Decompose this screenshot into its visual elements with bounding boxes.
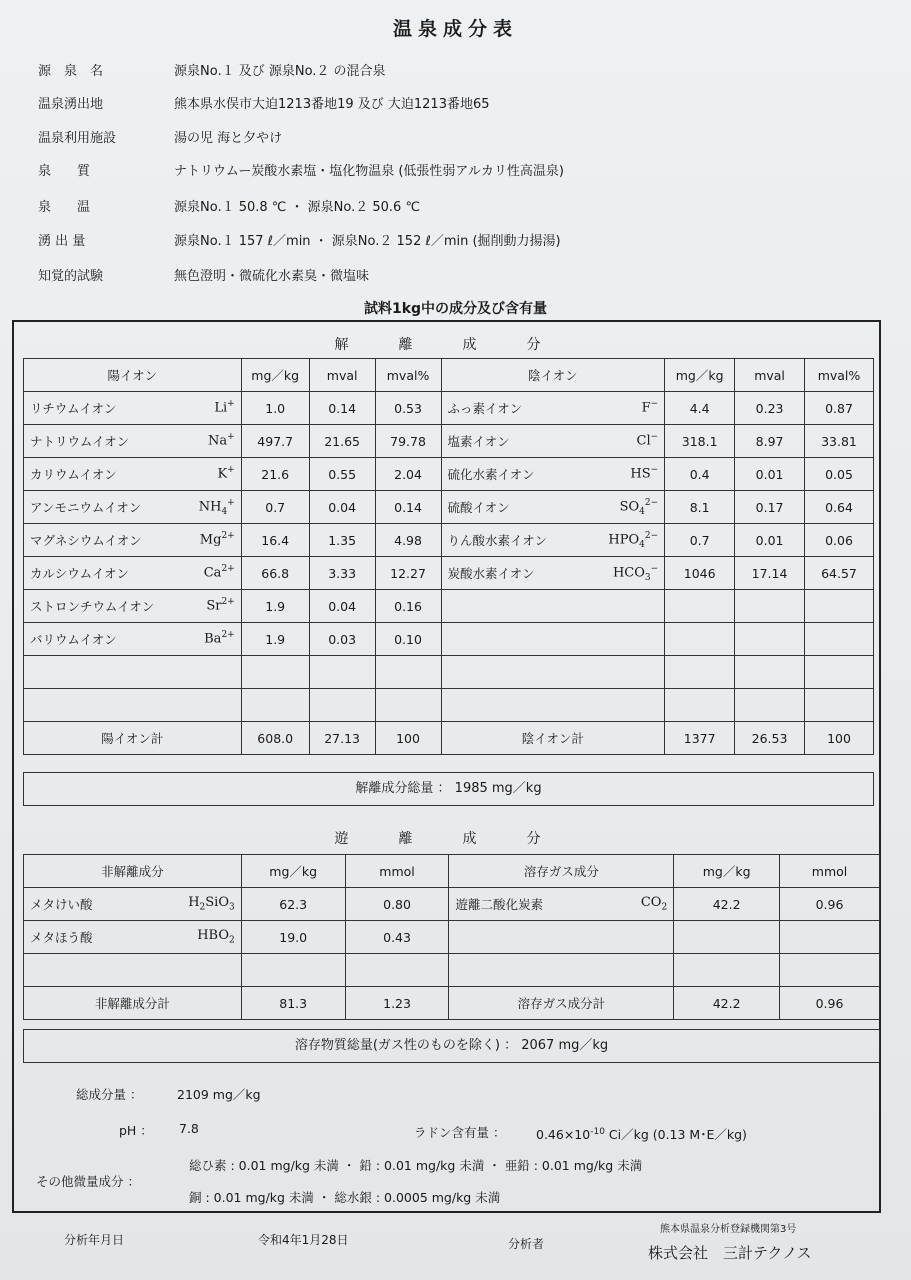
date-label: 分析年月日	[64, 1233, 125, 1247]
formula-base: SO	[619, 498, 640, 514]
info-label: 温泉利用施設	[38, 131, 117, 146]
ion-total-row	[24, 722, 874, 755]
gas-total-mg: 42.2	[674, 987, 780, 1020]
cation-name-cell	[24, 656, 242, 689]
anion-pct	[805, 590, 874, 623]
anion-name-cell	[441, 656, 665, 689]
cation-formula	[214, 399, 234, 418]
nondiss-mmol	[345, 954, 449, 987]
cation-mg: 1.9	[241, 590, 309, 623]
gas-mmol	[780, 954, 880, 987]
formula-subscript: 4	[221, 506, 228, 517]
formula-base: Na	[208, 432, 228, 448]
nondiss-header-mg: mg／kg	[241, 855, 345, 888]
gas-mmol	[780, 921, 880, 954]
cation-pct	[375, 656, 441, 689]
nondiss-mmol: 0.43	[345, 921, 449, 954]
free-row	[24, 954, 880, 987]
registration-number: 熊本県温泉分析登録機関第3号	[660, 1224, 797, 1235]
cation-formula	[200, 531, 235, 550]
dissociated-table	[23, 358, 874, 755]
nondiss-header: 非解離成分	[24, 855, 242, 888]
nondiss-total-label: 非解離成分計	[24, 987, 242, 1020]
anion-header-mval: mval	[735, 359, 805, 392]
formula-base: HPO	[608, 531, 640, 547]
formula-base: HBO	[197, 928, 230, 944]
info-label: 湧 出 量	[38, 234, 86, 249]
gas-total-mmol: 0.96	[780, 987, 880, 1020]
formula-charge: 2+	[221, 563, 235, 574]
cation-mval: 0.14	[309, 392, 375, 425]
cation-mg: 21.6	[241, 458, 309, 491]
formula-subscript: 2	[661, 902, 668, 913]
ion-row	[24, 623, 874, 656]
formula-base: Sr	[206, 597, 222, 613]
nondiss-total-mg: 81.3	[241, 987, 345, 1020]
cation-name: リチウムイオン	[30, 400, 117, 416]
formula-base: K	[217, 465, 228, 481]
cation-name-cell	[24, 425, 242, 458]
formula-subscript: 3	[644, 572, 651, 583]
anion-total-label: 陰イオン計	[441, 722, 665, 755]
anion-name-cell	[441, 557, 665, 590]
formula-charge: +	[227, 431, 235, 442]
cation-total-label: 陽イオン計	[24, 722, 242, 755]
cation-name-cell	[24, 557, 242, 590]
formula-subscript: 3	[229, 902, 235, 913]
ion-row	[24, 458, 874, 491]
cation-name-cell	[24, 491, 242, 524]
anion-mg	[665, 590, 735, 623]
formula-base: Ba	[204, 630, 222, 646]
cation-pct	[375, 689, 441, 722]
anion-formula	[642, 399, 659, 418]
anion-mg: 0.7	[665, 524, 735, 557]
cation-mval: 21.65	[309, 425, 375, 458]
anion-name-cell	[441, 689, 665, 722]
formula-base: F	[641, 399, 651, 415]
formula-base: Li	[214, 399, 228, 415]
nondiss-name: メタほう酸	[30, 930, 93, 945]
radon-unit: Ci／kg (0.13 M･E／kg)	[604, 1127, 747, 1142]
free-row	[24, 921, 880, 954]
gas-mg	[674, 954, 780, 987]
cation-name: アンモニウムイオン	[30, 499, 142, 515]
nondiss-formula	[197, 928, 235, 946]
cation-name: ナトリウムイオン	[30, 433, 130, 449]
cation-formula	[199, 498, 235, 517]
anion-formula	[637, 432, 659, 451]
formula-charge: +	[227, 464, 235, 475]
cation-formula	[206, 597, 234, 616]
cation-header-mval: mval	[309, 359, 375, 392]
free-header-row	[24, 855, 880, 888]
cation-name-cell	[24, 590, 242, 623]
radon-mantissa: 0.46×10	[536, 1127, 591, 1142]
formula-charge: 2−	[644, 530, 659, 541]
cation-pct: 0.14	[375, 491, 441, 524]
info-value: 源泉No.１ 157 ℓ／min ・ 源泉No.２ 152 ℓ／min (掘削動力揚湯)	[174, 234, 561, 249]
anion-name-cell	[441, 491, 665, 524]
anion-mval	[735, 656, 805, 689]
cation-header: 陽イオン	[24, 359, 242, 392]
anion-mg: 0.4	[665, 458, 735, 491]
cation-mg	[241, 656, 309, 689]
anion-name: ふっ素イオン	[447, 400, 523, 416]
cation-name-cell	[24, 524, 242, 557]
ion-row	[24, 689, 874, 722]
cation-formula	[217, 465, 234, 484]
info-value: 源泉No.１ 及び 源泉No.２ の混合泉	[174, 64, 386, 79]
info-label: 泉 質	[38, 164, 91, 179]
anion-mg	[665, 689, 735, 722]
anion-mg	[665, 656, 735, 689]
anion-formula	[608, 531, 658, 550]
gas-header-mmol: mmol	[780, 855, 880, 888]
cation-mg: 16.4	[241, 524, 309, 557]
cation-header-pct: mval%	[375, 359, 441, 392]
cation-mval	[309, 689, 375, 722]
formula-charge: 2+	[221, 629, 235, 640]
cation-mval: 0.04	[309, 590, 375, 623]
anion-pct: 0.64	[805, 491, 874, 524]
free-row	[24, 888, 880, 921]
cation-mg: 0.7	[241, 491, 309, 524]
formula-base: Ca	[203, 564, 222, 580]
formula-subscript: 2	[229, 935, 235, 946]
formula-charge: −	[650, 398, 659, 409]
formula-charge: −	[650, 431, 659, 442]
info-value: 源泉No.１ 50.8 ℃ ・ 源泉No.２ 50.6 ℃	[174, 200, 421, 215]
formula-charge: +	[227, 497, 235, 508]
gas-name-cell	[449, 888, 674, 921]
nondiss-name-cell	[24, 954, 242, 987]
nondiss-name-cell	[24, 921, 242, 954]
cation-name: カリウムイオン	[30, 466, 117, 482]
gas-formula	[641, 895, 667, 913]
anion-mval: 8.97	[735, 425, 805, 458]
info-label: 源 泉 名	[38, 64, 104, 79]
anion-name: りん酸水素イオン	[447, 532, 548, 548]
ion-row	[24, 425, 874, 458]
cation-name: バリウムイオン	[30, 631, 117, 647]
info-value: ナトリウムー炭酸水素塩・塩化物温泉 (低張性弱アルカリ性高温泉)	[174, 164, 564, 179]
cation-name-cell	[24, 458, 242, 491]
cation-name-cell	[24, 689, 242, 722]
anion-mg	[665, 623, 735, 656]
anion-name: 硫酸イオン	[447, 499, 510, 515]
cation-pct: 12.27	[375, 557, 441, 590]
radon-value	[536, 1125, 747, 1143]
anion-pct	[805, 656, 874, 689]
gas-name-cell	[449, 954, 674, 987]
formula-base: Mg	[199, 531, 222, 547]
trace-line-2: 銅 : 0.01 mg/kg 未満 ・ 総水銀 : 0.0005 mg/kg 未満	[189, 1190, 501, 1205]
cation-mg: 66.8	[241, 557, 309, 590]
anion-pct: 0.05	[805, 458, 874, 491]
anion-mval: 0.23	[735, 392, 805, 425]
free-total-row	[24, 987, 880, 1020]
formula-base: CO	[640, 895, 662, 911]
free-table	[23, 854, 880, 1020]
cation-mval: 3.33	[309, 557, 375, 590]
info-value: 湯の児 海と夕やけ	[174, 131, 283, 146]
anion-mval: 17.14	[735, 557, 805, 590]
cation-name: カルシウムイオン	[30, 565, 129, 581]
gas-mg	[674, 921, 780, 954]
anion-name-cell	[441, 392, 665, 425]
anion-pct	[805, 689, 874, 722]
formula-subscript: 4	[639, 539, 645, 550]
anion-total-mg: 1377	[665, 722, 735, 755]
total-label: 総成分量 ：	[76, 1087, 143, 1102]
anion-name-cell	[441, 425, 665, 458]
info-label: 泉 温	[38, 200, 91, 215]
formula-base: HS	[630, 465, 651, 481]
radon-label: ラドン含有量 ：	[414, 1125, 506, 1140]
anion-mg: 1046	[665, 557, 735, 590]
info-label: 温泉湧出地	[38, 97, 104, 112]
cation-name: マグネシウムイオン	[30, 532, 142, 548]
anion-name-cell	[441, 524, 665, 557]
cation-mg: 497.7	[241, 425, 309, 458]
trace-line-1: 総ひ素 : 0.01 mg/kg 未満 ・ 鉛 : 0.01 mg/kg 未満 ・ 亜鉛 : 0.01 mg/kg 未満	[189, 1158, 643, 1173]
formula-base: SiO	[205, 895, 230, 911]
gas-header-mg: mg／kg	[674, 855, 780, 888]
nondiss-formula	[188, 895, 235, 913]
ph-value: 7.8	[179, 1121, 199, 1136]
anion-header-mg: mg／kg	[665, 359, 735, 392]
ion-row	[24, 656, 874, 689]
company-name: 株式会社 三計テクノス	[648, 1244, 812, 1262]
anion-total-pct: 100	[805, 722, 874, 755]
formula-base: NH	[198, 498, 222, 514]
formula-charge: −	[650, 563, 659, 574]
cation-name: ストロンチウムイオン	[30, 598, 155, 614]
gas-mmol: 0.96	[780, 888, 880, 921]
dissolved-sum: 溶存物質総量(ガス性のものを除く) ： 2067 mg／kg	[23, 1029, 880, 1063]
analysis-frame	[12, 320, 881, 1213]
radon-exponent: -10	[590, 1126, 605, 1137]
info-value: 熊本県水俣市大迫1213番地19 及び 大迫1213番地65	[174, 97, 490, 112]
cation-mval: 0.03	[309, 623, 375, 656]
gas-mg: 42.2	[674, 888, 780, 921]
dissociated-sum: 解離成分総量 ： 1985 mg／kg	[23, 772, 874, 806]
total-value: 2109 mg／kg	[177, 1087, 261, 1102]
cation-pct: 2.04	[375, 458, 441, 491]
anion-mval: 0.01	[735, 458, 805, 491]
cation-pct: 0.16	[375, 590, 441, 623]
cation-formula	[204, 564, 235, 583]
anion-mg: 4.4	[665, 392, 735, 425]
cation-mval: 1.35	[309, 524, 375, 557]
formula-subscript: 4	[639, 506, 645, 517]
anion-name-cell	[441, 623, 665, 656]
ion-header-row	[24, 359, 874, 392]
formula-charge: 2+	[221, 596, 235, 607]
ph-label: pH ：	[119, 1123, 153, 1138]
anion-formula	[620, 498, 659, 517]
formula-base: H	[188, 895, 200, 911]
nondiss-header-mmol: mmol	[345, 855, 449, 888]
anion-mg: 318.1	[665, 425, 735, 458]
cation-name-cell	[24, 623, 242, 656]
cation-pct: 0.10	[375, 623, 441, 656]
ion-row	[24, 557, 874, 590]
formula-subscript: 2	[199, 902, 206, 913]
formula-charge: 2+	[221, 530, 235, 541]
cation-mg	[241, 689, 309, 722]
ion-row	[24, 524, 874, 557]
nondiss-total-mmol: 1.23	[345, 987, 449, 1020]
anion-name: 塩素イオン	[447, 433, 510, 449]
formula-base: Cl	[636, 432, 651, 448]
cation-pct: 0.53	[375, 392, 441, 425]
dissociated-section-title: 解 離 成 分	[334, 337, 559, 353]
anion-mval	[735, 689, 805, 722]
anion-header-pct: mval%	[805, 359, 874, 392]
gas-name-cell	[449, 921, 674, 954]
trace-label: その他微量成分 ：	[36, 1174, 140, 1189]
anion-name: 炭酸水素イオン	[447, 565, 535, 581]
ion-row	[24, 491, 874, 524]
info-label: 知覚的試験	[38, 269, 104, 284]
cation-total-mg: 608.0	[241, 722, 309, 755]
anion-pct: 33.81	[805, 425, 874, 458]
nondiss-mg: 62.3	[241, 888, 345, 921]
nondiss-mmol: 0.80	[345, 888, 449, 921]
anion-pct: 64.57	[805, 557, 874, 590]
free-section-title: 遊 離 成 分	[334, 831, 559, 847]
formula-charge: +	[227, 398, 235, 409]
nondiss-mg: 19.0	[241, 921, 345, 954]
date-value: 令和4年1月28日	[258, 1233, 349, 1247]
info-value: 無色澄明・微硫化水素臭・微塩味	[174, 269, 370, 284]
gas-total-label: 溶存ガス成分計	[449, 987, 674, 1020]
table-subtitle: 試料1kg中の成分及び含有量	[363, 301, 548, 317]
cation-pct: 79.78	[375, 425, 441, 458]
anion-mval	[735, 623, 805, 656]
anion-pct	[805, 623, 874, 656]
anion-pct: 0.06	[805, 524, 874, 557]
cation-name-cell	[24, 392, 242, 425]
cation-formula	[208, 432, 235, 451]
cation-total-pct: 100	[375, 722, 441, 755]
cation-mval	[309, 656, 375, 689]
cation-mval: 0.55	[309, 458, 375, 491]
anion-name-cell	[441, 458, 665, 491]
document-title: 温泉成分表	[392, 18, 518, 40]
gas-name: 遊離二酸化炭素	[455, 897, 543, 912]
anion-total-mval: 26.53	[735, 722, 805, 755]
anion-pct: 0.87	[805, 392, 874, 425]
cation-mg: 1.9	[241, 623, 309, 656]
nondiss-name: メタけい酸	[30, 897, 93, 912]
anion-mval: 0.17	[735, 491, 805, 524]
anion-formula	[613, 564, 658, 583]
cation-mval: 0.04	[309, 491, 375, 524]
cation-mg: 1.0	[241, 392, 309, 425]
ion-row	[24, 590, 874, 623]
anion-mval: 0.01	[735, 524, 805, 557]
ion-row	[24, 392, 874, 425]
cation-total-mval: 27.13	[309, 722, 375, 755]
cation-pct: 4.98	[375, 524, 441, 557]
anion-header: 陰イオン	[441, 359, 665, 392]
anion-name-cell	[441, 590, 665, 623]
anion-mg: 8.1	[665, 491, 735, 524]
formula-charge: 2−	[644, 497, 659, 508]
analyst-label: 分析者	[508, 1237, 545, 1251]
cation-header-mg: mg／kg	[241, 359, 309, 392]
anion-name: 硫化水素イオン	[447, 466, 535, 482]
formula-base: HCO	[612, 564, 645, 580]
nondiss-mg	[241, 954, 345, 987]
nondiss-name-cell	[24, 888, 242, 921]
gas-header: 溶存ガス成分	[449, 855, 674, 888]
anion-mval	[735, 590, 805, 623]
cation-formula	[204, 630, 235, 649]
formula-charge: −	[650, 464, 659, 475]
anion-formula	[630, 465, 658, 484]
